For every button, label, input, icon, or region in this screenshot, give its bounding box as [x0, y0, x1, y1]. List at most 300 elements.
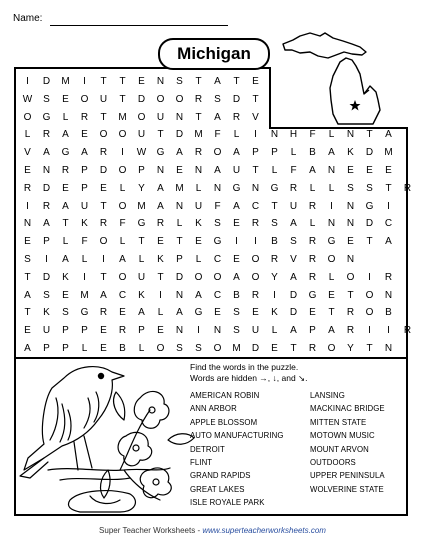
grid-letter[interactable]: D: [232, 93, 241, 105]
grid-letter[interactable]: T: [366, 343, 373, 354]
grid-letter[interactable]: R: [99, 218, 108, 230]
grid-letter[interactable]: N: [42, 165, 51, 176]
grid-letter[interactable]: O: [327, 343, 336, 354]
grid-letter[interactable]: P: [81, 165, 88, 176]
grid-letter[interactable]: O: [213, 271, 222, 283]
grid-letter[interactable]: N: [213, 325, 222, 337]
grid-letter[interactable]: A: [100, 289, 107, 301]
grid-letter[interactable]: S: [43, 289, 50, 301]
grid-letter[interactable]: K: [138, 289, 145, 301]
grid-letter[interactable]: F: [309, 129, 316, 141]
grid-letter[interactable]: A: [62, 129, 69, 141]
grid-letter[interactable]: E: [62, 289, 69, 301]
grid-letter[interactable]: D: [365, 147, 374, 159]
grid-letter[interactable]: B: [271, 236, 278, 248]
grid-letter[interactable]: E: [366, 165, 373, 176]
grid-letter[interactable]: R: [99, 307, 108, 319]
grid-letter[interactable]: E: [252, 76, 259, 87]
grid-letter[interactable]: T: [157, 271, 164, 283]
grid-letter[interactable]: T: [157, 129, 164, 141]
grid-letter[interactable]: O: [213, 147, 222, 159]
grid-letter[interactable]: R: [118, 325, 127, 337]
grid-letter[interactable]: O: [213, 343, 222, 354]
grid-letter[interactable]: A: [43, 218, 50, 230]
grid-letter[interactable]: R: [232, 111, 241, 123]
grid-letter[interactable]: I: [26, 200, 29, 212]
grid-letter[interactable]: E: [100, 325, 107, 337]
grid-letter[interactable]: E: [24, 325, 31, 337]
grid-letter[interactable]: M: [61, 76, 70, 87]
grid-letter[interactable]: Y: [347, 343, 354, 354]
grid-letter[interactable]: A: [385, 236, 392, 248]
grid-letter[interactable]: G: [270, 182, 279, 194]
grid-letter[interactable]: E: [252, 307, 259, 319]
grid-letter[interactable]: L: [195, 254, 202, 265]
grid-letter[interactable]: E: [195, 236, 202, 248]
grid-letter[interactable]: T: [366, 236, 373, 248]
grid-letter[interactable]: O: [365, 289, 374, 301]
grid-letter[interactable]: A: [328, 325, 335, 337]
grid-letter[interactable]: A: [81, 147, 88, 159]
grid-letter[interactable]: L: [309, 218, 316, 230]
grid-letter[interactable]: E: [233, 254, 240, 265]
grid-letter[interactable]: T: [252, 93, 259, 105]
grid-letter[interactable]: Y: [138, 182, 145, 194]
grid-letter[interactable]: E: [24, 236, 31, 248]
grid-letter[interactable]: O: [23, 111, 32, 123]
grid-letter[interactable]: A: [233, 147, 240, 159]
grid-letter[interactable]: L: [176, 218, 183, 230]
grid-letter[interactable]: K: [195, 218, 202, 230]
grid-letter[interactable]: E: [157, 236, 164, 248]
grid-letter[interactable]: U: [99, 93, 108, 105]
grid-letter[interactable]: H: [289, 129, 298, 141]
grid-letter[interactable]: D: [175, 129, 184, 141]
grid-letter[interactable]: T: [24, 271, 31, 283]
grid-letter[interactable]: R: [346, 307, 355, 319]
grid-letter[interactable]: N: [156, 165, 165, 176]
grid-letter[interactable]: O: [194, 271, 203, 283]
grid-letter[interactable]: O: [156, 93, 165, 105]
grid-letter[interactable]: P: [62, 343, 69, 354]
grid-letter[interactable]: O: [99, 129, 108, 141]
grid-letter[interactable]: S: [176, 76, 183, 87]
grid-letter[interactable]: G: [213, 236, 222, 248]
grid-letter[interactable]: P: [271, 147, 278, 159]
grid-letter[interactable]: R: [403, 182, 412, 194]
grid-letter[interactable]: L: [138, 254, 145, 265]
grid-letter[interactable]: S: [290, 236, 297, 248]
grid-letter[interactable]: E: [62, 182, 69, 194]
grid-letter[interactable]: E: [233, 218, 240, 230]
grid-letter[interactable]: L: [157, 307, 164, 319]
grid-letter[interactable]: A: [290, 271, 297, 283]
grid-letter[interactable]: C: [251, 200, 260, 212]
grid-letter[interactable]: G: [42, 111, 51, 123]
grid-letter[interactable]: A: [214, 111, 221, 123]
grid-letter[interactable]: L: [309, 182, 316, 194]
grid-letter[interactable]: O: [251, 254, 260, 265]
grid-letter[interactable]: R: [403, 325, 412, 337]
grid-letter[interactable]: T: [195, 76, 202, 87]
grid-letter[interactable]: A: [62, 200, 69, 212]
grid-letter[interactable]: A: [62, 254, 69, 265]
grid-letter[interactable]: T: [347, 289, 354, 301]
grid-letter[interactable]: N: [194, 165, 203, 176]
grid-letter[interactable]: G: [327, 236, 336, 248]
grid-letter[interactable]: E: [271, 343, 278, 354]
grid-letter[interactable]: K: [347, 147, 354, 159]
grid-letter[interactable]: W: [22, 93, 33, 105]
grid-letter[interactable]: R: [42, 129, 51, 141]
grid-letter[interactable]: I: [368, 325, 371, 337]
grid-letter[interactable]: E: [214, 307, 221, 319]
grid-letter[interactable]: S: [214, 93, 221, 105]
grid-letter[interactable]: F: [119, 218, 126, 230]
grid-letter[interactable]: B: [309, 147, 316, 159]
grid-letter[interactable]: S: [214, 218, 221, 230]
grid-letter[interactable]: C: [213, 254, 222, 265]
grid-letter[interactable]: D: [42, 271, 51, 283]
grid-letter[interactable]: U: [156, 111, 165, 123]
grid-letter[interactable]: F: [214, 129, 221, 141]
grid-letter[interactable]: E: [62, 93, 69, 105]
grid-letter[interactable]: L: [328, 271, 335, 283]
grid-letter[interactable]: I: [254, 236, 257, 248]
grid-letter[interactable]: E: [176, 165, 183, 176]
grid-letter[interactable]: F: [290, 165, 297, 176]
grid-letter[interactable]: P: [138, 165, 145, 176]
grid-letter[interactable]: A: [157, 182, 164, 194]
grid-letter[interactable]: R: [346, 325, 355, 337]
grid-letter[interactable]: G: [308, 289, 317, 301]
grid-letter[interactable]: T: [252, 165, 259, 176]
grid-letter[interactable]: A: [176, 307, 183, 319]
grid-letter[interactable]: T: [119, 93, 126, 105]
grid-letter[interactable]: O: [156, 343, 165, 354]
grid-letter[interactable]: G: [232, 182, 241, 194]
grid-letter[interactable]: I: [387, 325, 390, 337]
grid-letter[interactable]: U: [137, 271, 146, 283]
grid-letter[interactable]: L: [271, 325, 278, 337]
grid-letter[interactable]: M: [80, 289, 89, 301]
grid-letter[interactable]: A: [43, 147, 50, 159]
grid-letter[interactable]: M: [232, 343, 241, 354]
grid-letter[interactable]: E: [100, 343, 107, 354]
grid-letter[interactable]: T: [138, 236, 145, 248]
grid-letter[interactable]: N: [346, 254, 355, 265]
grid-letter[interactable]: T: [100, 200, 107, 212]
grid-letter[interactable]: P: [62, 325, 69, 337]
grid-letter[interactable]: Y: [271, 271, 278, 283]
grid-letter[interactable]: L: [62, 236, 69, 248]
grid-letter[interactable]: T: [385, 182, 392, 194]
grid-letter[interactable]: I: [235, 236, 238, 248]
grid-letter[interactable]: R: [61, 165, 70, 176]
grid-letter[interactable]: S: [195, 343, 202, 354]
grid-letter[interactable]: T: [24, 307, 31, 319]
grid-letter[interactable]: R: [251, 218, 260, 230]
grid-letter[interactable]: R: [251, 289, 260, 301]
grid-letter[interactable]: I: [83, 271, 86, 283]
grid-letter[interactable]: I: [387, 200, 390, 212]
grid-letter[interactable]: E: [100, 182, 107, 194]
grid-letter[interactable]: N: [23, 218, 32, 230]
grid-letter[interactable]: A: [290, 218, 297, 230]
grid-letter[interactable]: L: [233, 129, 240, 141]
grid-letter[interactable]: O: [327, 254, 336, 265]
grid-letter[interactable]: P: [43, 236, 50, 248]
grid-letter[interactable]: N: [327, 218, 336, 230]
grid-letter[interactable]: S: [43, 93, 50, 105]
grid-letter[interactable]: T: [290, 343, 297, 354]
grid-letter[interactable]: D: [175, 271, 184, 283]
grid-letter[interactable]: C: [118, 289, 127, 301]
grid-letter[interactable]: P: [81, 325, 88, 337]
grid-letter[interactable]: I: [159, 289, 162, 301]
grid-letter[interactable]: M: [384, 147, 393, 159]
grid-letter[interactable]: W: [136, 147, 147, 159]
grid-letter[interactable]: K: [43, 307, 50, 319]
grid-letter[interactable]: R: [23, 182, 32, 194]
grid-letter[interactable]: N: [346, 218, 355, 230]
grid-letter[interactable]: R: [99, 147, 108, 159]
grid-letter[interactable]: P: [176, 254, 183, 265]
grid-letter[interactable]: N: [175, 289, 184, 301]
grid-letter[interactable]: T: [100, 271, 107, 283]
grid-letter[interactable]: K: [81, 218, 88, 230]
grid-letter[interactable]: R: [289, 182, 298, 194]
grid-letter[interactable]: L: [328, 129, 335, 141]
grid-letter[interactable]: A: [24, 343, 31, 354]
grid-letter[interactable]: I: [197, 325, 200, 337]
grid-letter[interactable]: N: [251, 182, 260, 194]
grid-letter[interactable]: R: [308, 271, 317, 283]
grid-letter[interactable]: E: [385, 165, 392, 176]
grid-letter[interactable]: L: [81, 254, 88, 265]
grid-letter[interactable]: E: [328, 289, 335, 301]
grid-letter[interactable]: O: [137, 111, 146, 123]
grid-letter[interactable]: D: [99, 165, 108, 176]
grid-letter[interactable]: A: [119, 254, 126, 265]
grid-letter[interactable]: P: [309, 325, 316, 337]
grid-letter[interactable]: U: [194, 200, 203, 212]
grid-letter[interactable]: T: [100, 111, 107, 123]
grid-letter[interactable]: L: [81, 343, 88, 354]
grid-letter[interactable]: N: [175, 111, 184, 123]
grid-letter[interactable]: K: [271, 307, 278, 319]
grid-letter[interactable]: K: [157, 254, 164, 265]
grid-letter[interactable]: N: [175, 325, 184, 337]
grid-letter[interactable]: N: [327, 165, 336, 176]
grid-letter[interactable]: O: [365, 307, 374, 319]
grid-letter[interactable]: L: [119, 236, 126, 248]
grid-letter[interactable]: O: [346, 271, 355, 283]
grid-letter[interactable]: T: [271, 200, 278, 212]
grid-letter[interactable]: L: [290, 147, 297, 159]
grid-letter[interactable]: D: [42, 76, 51, 87]
grid-letter[interactable]: N: [156, 76, 165, 87]
grid-letter[interactable]: S: [233, 325, 240, 337]
grid-letter[interactable]: T: [233, 76, 240, 87]
grid-letter[interactable]: P: [138, 325, 145, 337]
grid-letter[interactable]: A: [328, 147, 335, 159]
grid-letter[interactable]: R: [194, 147, 203, 159]
grid-letter[interactable]: I: [273, 289, 276, 301]
grid-letter[interactable]: A: [233, 271, 240, 283]
grid-letter[interactable]: T: [62, 218, 69, 230]
grid-letter[interactable]: A: [157, 200, 164, 212]
grid-letter[interactable]: G: [80, 307, 89, 319]
grid-letter[interactable]: E: [81, 129, 88, 141]
grid-letter[interactable]: R: [80, 111, 89, 123]
grid-letter[interactable]: U: [137, 129, 146, 141]
grid-letter[interactable]: V: [252, 111, 259, 123]
grid-letter[interactable]: B: [119, 343, 126, 354]
grid-letter[interactable]: P: [81, 182, 88, 194]
grid-letter[interactable]: D: [42, 182, 51, 194]
grid-letter[interactable]: R: [308, 200, 317, 212]
grid-letter[interactable]: I: [26, 76, 29, 87]
grid-letter[interactable]: S: [233, 307, 240, 319]
grid-letter[interactable]: F: [81, 236, 88, 248]
grid-letter[interactable]: L: [328, 182, 335, 194]
grid-letter[interactable]: N: [175, 200, 184, 212]
grid-letter[interactable]: A: [176, 147, 183, 159]
grid-letter[interactable]: O: [118, 129, 127, 141]
grid-letter[interactable]: E: [24, 165, 31, 176]
grid-letter[interactable]: R: [42, 200, 51, 212]
grid-letter[interactable]: M: [175, 182, 184, 194]
grid-letter[interactable]: G: [365, 200, 374, 212]
grid-letter[interactable]: U: [232, 165, 241, 176]
grid-letter[interactable]: E: [157, 325, 164, 337]
grid-letter[interactable]: A: [233, 200, 240, 212]
grid-letter[interactable]: A: [214, 76, 221, 87]
grid-letter[interactable]: E: [347, 165, 354, 176]
grid-letter[interactable]: T: [119, 76, 126, 87]
grid-letter[interactable]: A: [385, 129, 392, 141]
grid-letter[interactable]: M: [194, 129, 203, 141]
grid-letter[interactable]: O: [118, 271, 127, 283]
grid-letter[interactable]: S: [366, 182, 373, 194]
grid-letter[interactable]: E: [347, 236, 354, 248]
grid-letter[interactable]: U: [251, 325, 260, 337]
grid-letter[interactable]: A: [290, 325, 297, 337]
grid-letter[interactable]: D: [251, 343, 260, 354]
grid-letter[interactable]: V: [24, 147, 31, 159]
grid-letter[interactable]: N: [346, 129, 355, 141]
grid-letter[interactable]: S: [62, 307, 69, 319]
grid-letter[interactable]: O: [80, 93, 89, 105]
grid-letter[interactable]: B: [233, 289, 240, 301]
grid-letter[interactable]: I: [330, 200, 333, 212]
grid-letter[interactable]: L: [24, 129, 31, 141]
grid-letter[interactable]: O: [175, 93, 184, 105]
grid-letter[interactable]: L: [195, 182, 202, 194]
grid-letter[interactable]: O: [118, 165, 127, 176]
grid-letter[interactable]: V: [290, 254, 297, 265]
grid-letter[interactable]: P: [43, 343, 50, 354]
grid-letter[interactable]: M: [118, 111, 127, 123]
grid-letter[interactable]: T: [366, 129, 373, 141]
grid-letter[interactable]: O: [251, 271, 260, 283]
grid-letter[interactable]: T: [328, 307, 335, 319]
grid-letter[interactable]: T: [100, 76, 107, 87]
grid-letter[interactable]: G: [194, 307, 203, 319]
grid-letter[interactable]: R: [308, 254, 317, 265]
grid-letter[interactable]: E: [138, 76, 145, 87]
grid-letter[interactable]: A: [214, 165, 221, 176]
grid-letter[interactable]: E: [309, 307, 316, 319]
grid-letter[interactable]: K: [62, 271, 69, 283]
grid-letter[interactable]: C: [213, 289, 222, 301]
grid-letter[interactable]: P: [252, 147, 259, 159]
grid-letter[interactable]: L: [62, 111, 69, 123]
grid-letter[interactable]: R: [308, 236, 317, 248]
grid-letter[interactable]: A: [138, 307, 145, 319]
grid-letter[interactable]: N: [270, 129, 279, 141]
grid-letter[interactable]: A: [195, 289, 202, 301]
grid-letter[interactable]: G: [137, 218, 146, 230]
grid-letter[interactable]: G: [61, 147, 70, 159]
grid-letter[interactable]: U: [80, 200, 89, 212]
grid-letter[interactable]: N: [384, 289, 393, 301]
grid-letter[interactable]: I: [121, 147, 124, 159]
grid-letter[interactable]: I: [45, 254, 48, 265]
grid-letter[interactable]: S: [24, 254, 31, 265]
grid-letter[interactable]: A: [309, 165, 316, 176]
grid-letter[interactable]: R: [270, 254, 279, 265]
grid-letter[interactable]: R: [308, 343, 317, 354]
footer-url[interactable]: www.superteacherworksheets.com: [202, 526, 326, 535]
grid-letter[interactable]: I: [102, 254, 105, 265]
grid-letter[interactable]: C: [384, 218, 393, 230]
grid-letter[interactable]: R: [384, 271, 393, 283]
grid-letter[interactable]: N: [346, 200, 355, 212]
grid-letter[interactable]: T: [176, 236, 183, 248]
grid-letter[interactable]: D: [365, 218, 374, 230]
grid-letter[interactable]: N: [213, 182, 222, 194]
grid-letter[interactable]: R: [194, 93, 203, 105]
grid-letter[interactable]: L: [119, 182, 126, 194]
grid-letter[interactable]: L: [138, 343, 145, 354]
grid-letter[interactable]: U: [289, 200, 298, 212]
grid-letter[interactable]: I: [368, 271, 371, 283]
grid-letter[interactable]: R: [156, 218, 165, 230]
grid-letter[interactable]: F: [214, 200, 221, 212]
grid-letter[interactable]: G: [156, 147, 165, 159]
grid-letter[interactable]: L: [271, 165, 278, 176]
grid-letter[interactable]: D: [289, 307, 298, 319]
grid-letter[interactable]: U: [42, 325, 51, 337]
grid-letter[interactable]: B: [385, 307, 392, 319]
grid-letter[interactable]: O: [118, 200, 127, 212]
grid-letter[interactable]: O: [99, 236, 108, 248]
grid-letter[interactable]: N: [384, 343, 393, 354]
grid-letter[interactable]: S: [347, 182, 354, 194]
grid-letter[interactable]: T: [195, 111, 202, 123]
grid-letter[interactable]: I: [254, 129, 257, 141]
grid-letter[interactable]: A: [24, 289, 31, 301]
grid-letter[interactable]: S: [176, 343, 183, 354]
grid-letter[interactable]: M: [137, 200, 146, 212]
grid-letter[interactable]: E: [119, 307, 126, 319]
grid-letter[interactable]: I: [83, 76, 86, 87]
grid-letter[interactable]: D: [289, 289, 298, 301]
grid-letter[interactable]: D: [137, 93, 146, 105]
grid-letter[interactable]: S: [271, 218, 278, 230]
